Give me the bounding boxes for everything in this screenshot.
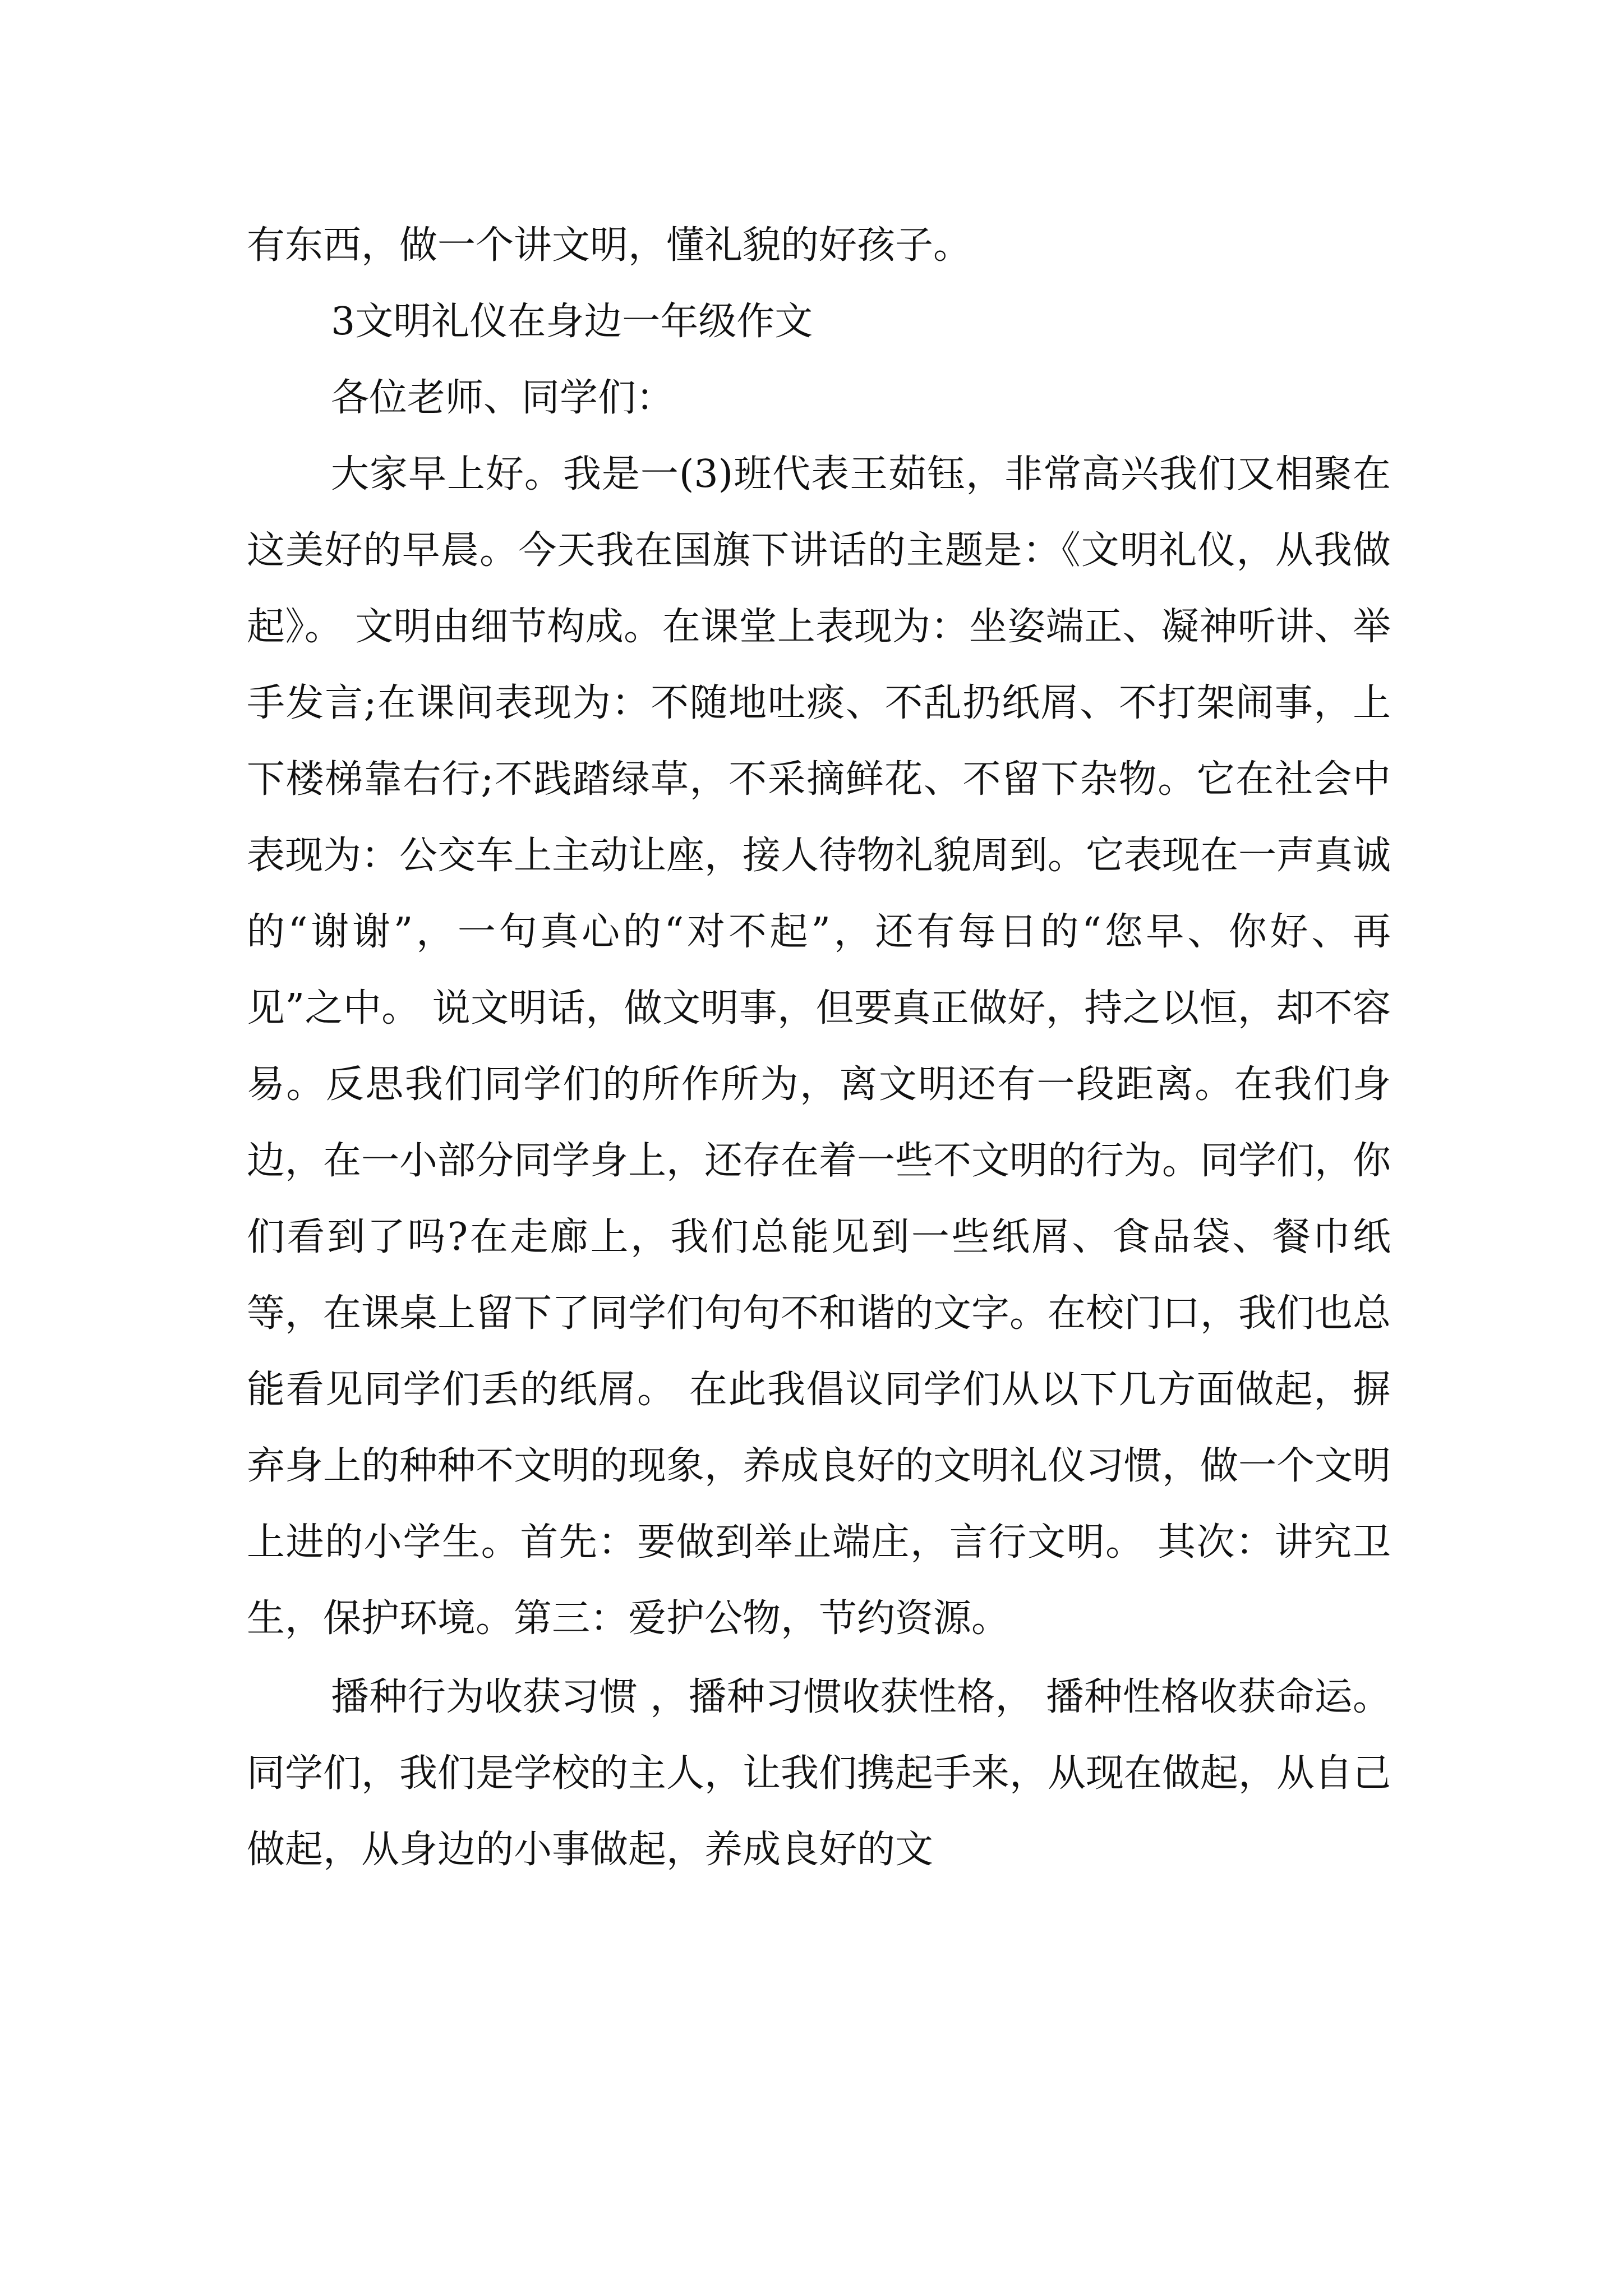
speech-body-paragraph: 大家早上好。我是一(3)班代表王茹钰，非常高兴我们又相聚在这美好的早晨。今天我在国旗下讲话的主题是：《文明礼仪，从我做起》。 文明由细节构成。在课堂上表现为：坐姿端正、凝神听讲、举手发言;在课间表现为：不随地吐痰、不乱扔纸屑、不打架闹事，上下楼梯靠右行;不践踏绿草，不采摘鲜花、不留下杂物。它在社会中表现为：公交车上主动让座，接人待物礼貌周到。它表现在一声真诚的“谢谢”，一句真心的“对不起”，还有每日的“您早、你好、再见”之中。 说文明话，做文明事，但要真正做好，持之以恒，却不容易。反思我们同学们的所作所为，离文明还有一段距离。在我们身边，在一小部分同学身上，还存在着一些不文明的行为。同学们，你们看到了吗?在走廊上，我们总能见到一些纸屑、食品袋、餐巾纸等，在课桌上留下了同学们句句不和谐的文字。在校门口，我们也总能看见同学们丢的纸屑。 在此我倡议同学们从以下几方面做起，摒弃身上的种种不文明的现象，养成良好的文明礼仪习惯，做一个文明上进的小学生。首先：要做到举止端庄，言行文明。 其次：讲究卫生，保护环境。第三：爱护公物，节约资源。 <box>247 452 1391 1641</box>
salutation: 各位老师、同学们： <box>331 376 675 420</box>
document-body <box>247 208 1391 1888</box>
paragraph-continuation: 有东西，做一个讲文明，懂礼貌的好孩子。 <box>247 223 972 268</box>
closing-paragraph: 播种行为收获习惯 ，播种习惯收获性格， 播种性格收获命运。同学们，我们是学校的主人，让我们携起手来，从现在做起，从自己做起，从身边的小事做起，养成良好的文 <box>247 1675 1391 1872</box>
essay-title: 3文明礼仪在身边一年级作文 <box>331 300 813 344</box>
